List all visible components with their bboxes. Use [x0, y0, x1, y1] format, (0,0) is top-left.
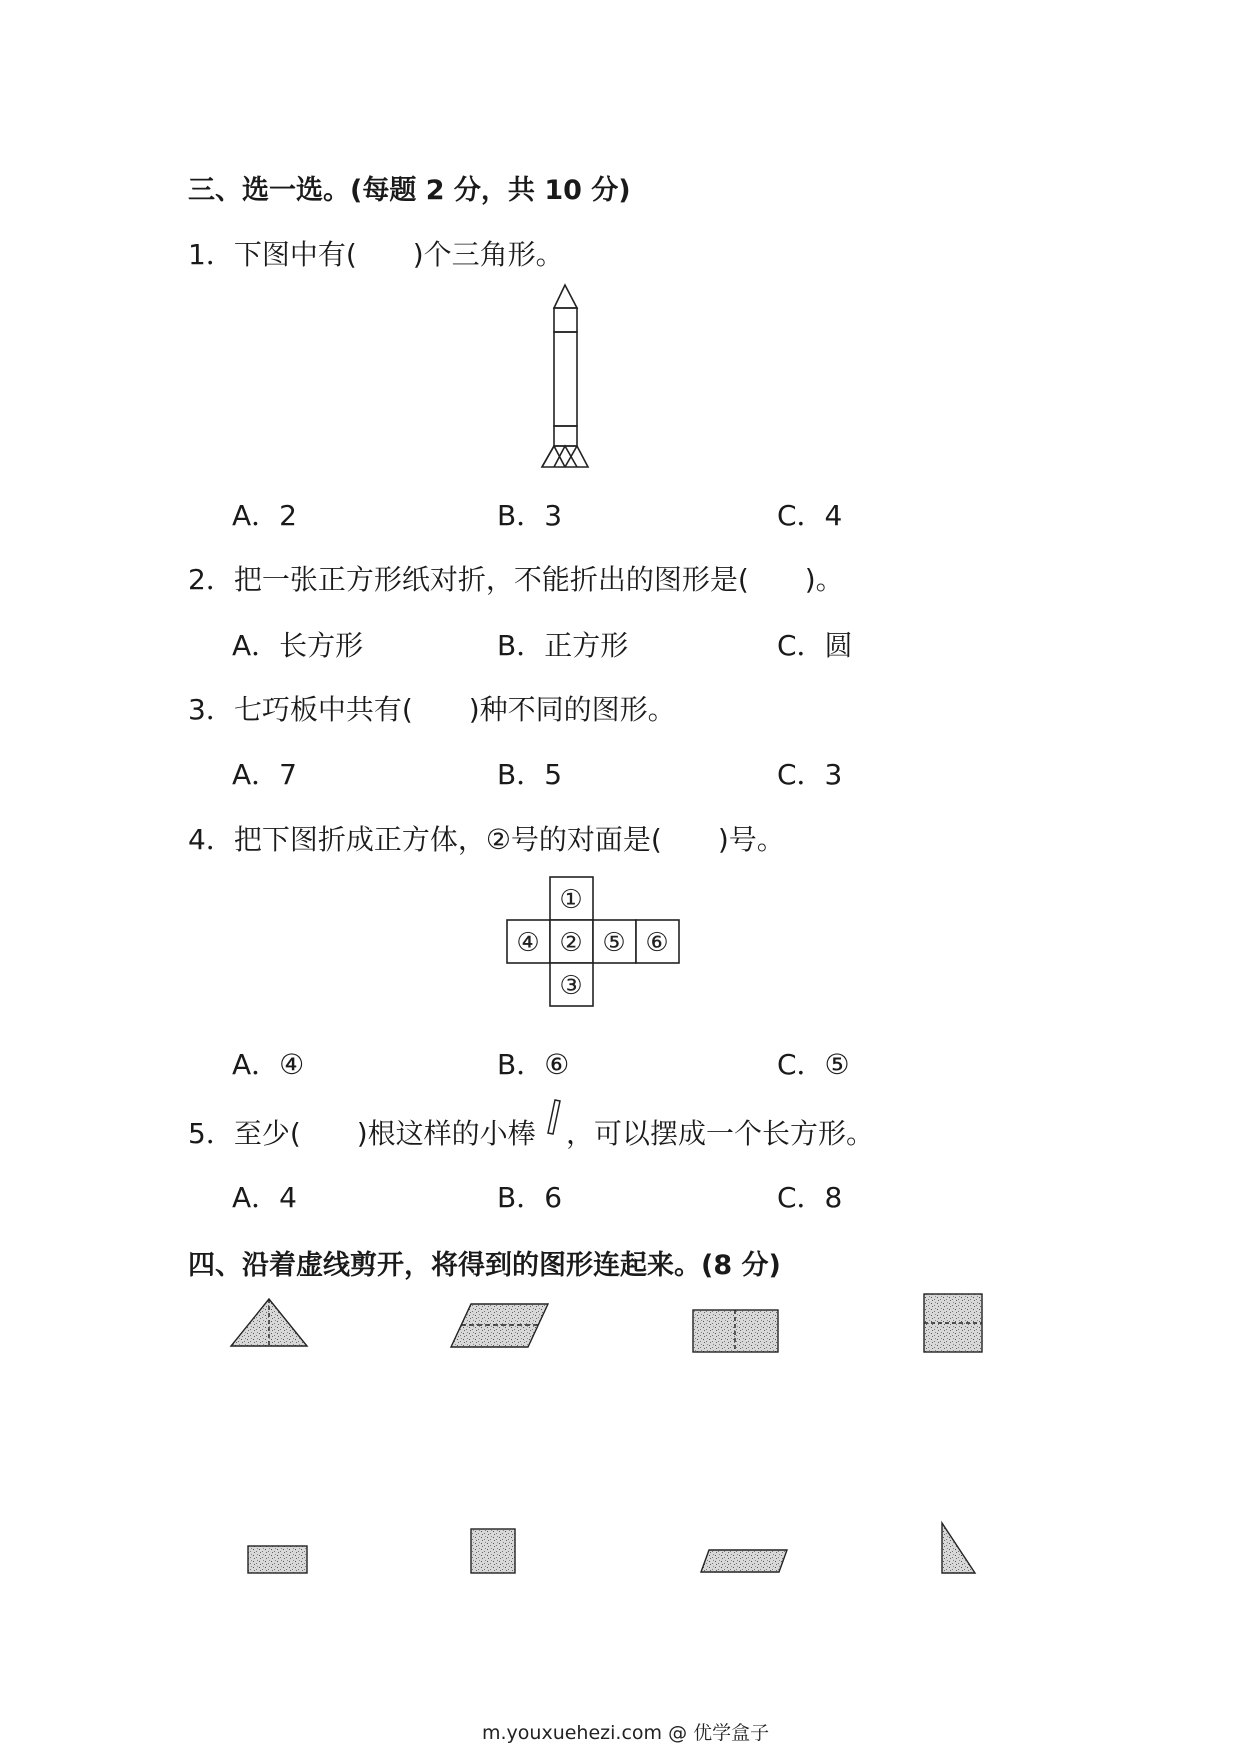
cube-face-4: ④: [516, 928, 540, 958]
cube-face-3: ③: [559, 971, 583, 1001]
cube-face-5: ⑤: [602, 928, 626, 958]
cube-face-1: ①: [559, 885, 583, 915]
bottom-right-triangle-shape: [942, 1523, 975, 1573]
q3-option-b: B．5: [497, 758, 563, 791]
bottom-square-shape: [471, 1529, 515, 1573]
q4-option-b: B．⑥: [497, 1048, 570, 1081]
cube-face-6: ⑥: [645, 928, 669, 958]
question-4-text: 4．把下图折成正方体，②号的对面是( )号。: [188, 823, 785, 856]
q2-option-a: A．长方形: [232, 629, 364, 662]
question-1-text: 1．下图中有( )个三角形。: [188, 238, 564, 271]
section-3-heading: 三、选一选。(每题 2 分，共 10 分): [188, 175, 631, 206]
q1-option-c: C．4: [777, 499, 843, 532]
footer-watermark: m.youxuehezi.com @ 优学盒子: [482, 1722, 770, 1744]
q3-option-c: C．3: [777, 758, 843, 791]
q5-option-b: B．6: [497, 1181, 563, 1214]
q1-option-a: A．2: [232, 499, 297, 532]
q2-option-b: B．正方形: [497, 629, 629, 662]
q5-option-c: C．8: [777, 1181, 843, 1214]
q5-option-a: A．4: [232, 1181, 297, 1214]
question-2-text: 2．把一张正方形纸对折，不能折出的图形是( )。: [188, 563, 844, 596]
bottom-rectangle-shape: [248, 1546, 307, 1573]
question-5-text-before: 5．至少( )根这样的小棒: [188, 1117, 536, 1150]
q4-option-c: C．⑤: [777, 1048, 850, 1081]
q2-option-c: C．圆: [777, 629, 853, 662]
section-4-heading: 四、沿着虚线剪开，将得到的图形连起来。(8 分): [188, 1250, 781, 1281]
bottom-parallelogram-shape: [701, 1550, 787, 1572]
q1-option-b: B．3: [497, 499, 563, 532]
q4-option-a: A．④: [232, 1048, 305, 1081]
q3-option-a: A．7: [232, 758, 297, 791]
question-3-text: 3．七巧板中共有( )种不同的图形。: [188, 693, 676, 726]
cube-face-2: ②: [559, 928, 583, 958]
question-5-text-after: ，可以摆成一个长方形。: [566, 1117, 875, 1150]
